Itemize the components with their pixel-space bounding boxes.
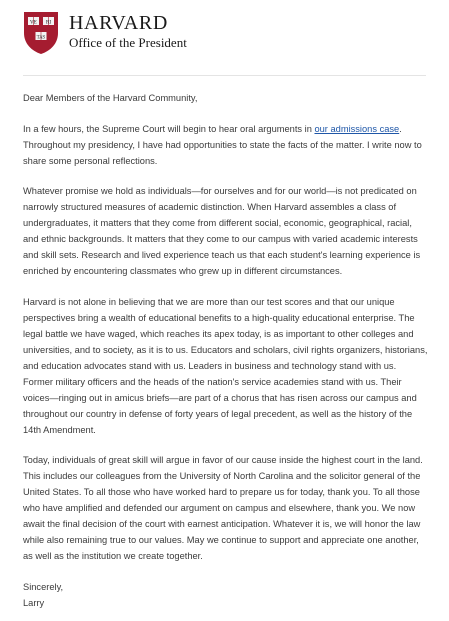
brand-block xyxy=(69,13,187,51)
shield-text-1: VE xyxy=(30,20,37,26)
paragraph-3: Harvard is not alone in believing that we are more than our test scores and that our unique perspectives bring a wealth of educational benefits to a high-quality educational enterprise. The legal battle we have waged, which reaches its apex today, is as important to other colleges and universities, and to society, as it is to us. Educators and scholars, civil rights organizers, historians, and education advocates stand with us. Leaders in business and technology stand with us. Former military officers and the heads of the nation's service academies stand with us. Their voices—ringing out in amicus briefs—are part of a chorus that has risen across our campus and throughout our country in defense of forty years of legal precedent, as well as the history of the 14th Amendment. xyxy=(23,296,428,435)
office-title: Office of the President xyxy=(69,35,187,50)
brand-name: HARVARD xyxy=(69,12,168,34)
harvard-shield-icon xyxy=(23,11,59,55)
letterhead xyxy=(23,11,403,59)
paragraph-1-end: . Throughout my presidency, I have had opportunities to state the facts of the matter. I write now to share some personal reflections. xyxy=(23,123,422,166)
shield-text-3: TAS xyxy=(36,34,46,40)
greeting: Dear Members of the Harvard Community, xyxy=(23,93,198,103)
closing: Sincerely, xyxy=(23,581,64,592)
signature: Larry xyxy=(23,597,45,608)
shield-text-2: RI xyxy=(45,20,52,26)
paragraph-1 xyxy=(23,121,428,169)
paragraph-4: Today, individuals of great skill will argue in favor of our cause inside the highest court in the land. This includes our colleagues from the University of North Carolina and the solicitor general of the United States. To all those who have worked hard to prepare us for today, thank you. To all those who have amplified and defended our argument on campus and elsewhere, thank you. We now await the final decision of the court with earnest anticipation. Whatever it is, we will honor the law while also remaining true to our values. May we continue to support and appreciate one another, as well as the institution we create together. xyxy=(23,455,423,561)
letter-body xyxy=(23,90,428,611)
admissions-case-link[interactable]: our admissions case xyxy=(314,123,400,134)
paragraph-2: Whatever promise we hold as individuals—for ourselves and for our world—is not predicated on narrowly structured measures of academic distinction. When Harvard assembles a class of undergraduates, it matters that they come from different social, economic, geographical, racial, and ethnic backgrounds. It matters that they come to our campus with varied academic interests and skill sets. Research and lived experience teach us that each student's learning experience is enriched by encountering classmates who grew up in different circumstances. xyxy=(23,186,421,276)
paragraph-1-start: In a few hours, the Supreme Court will begin to hear oral arguments in xyxy=(23,123,315,134)
header-divider xyxy=(23,75,426,76)
